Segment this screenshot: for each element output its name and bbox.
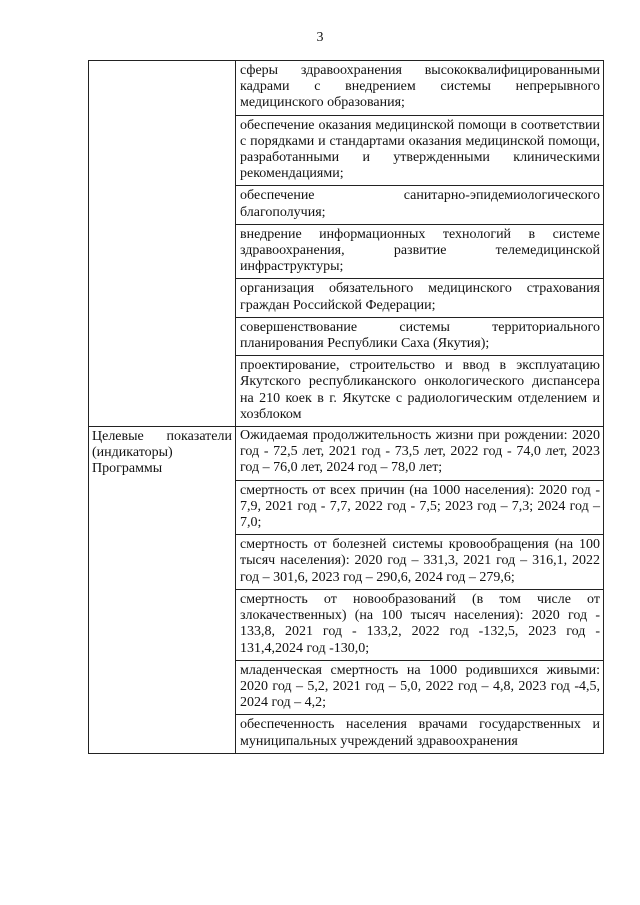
- task-paragraph: совершенствование системы территориального планирования Республики Саха (Якутия);: [236, 318, 603, 356]
- table-row: [89, 61, 604, 427]
- task-paragraph: обеспечение оказания медицинской помощи в соответствии с порядками и стандартами оказания медицинской помощи, разработанными и утвержденными клиническими рекомендациями;: [236, 116, 603, 187]
- task-paragraph: проектирование, строительство и ввод в эксплуатацию Якутского республиканского онкологического диспансера на 210 коек в г. Якутске с радиологическим отделением и хозблоком: [240, 358, 600, 422]
- indicator-paragraph: младенческая смертность на 1000 родившихся живыми: 2020 год – 5,2, 2021 год – 5,0, 2022 год – 4,8, 2023 год -4,5, 2024 год – 4,2;: [236, 661, 603, 716]
- page-number: 3: [316, 30, 324, 45]
- row-content-cell: [236, 61, 604, 427]
- task-paragraph: сферы здравоохранения высококвалифицированными кадрами с внедрением системы непрерывного медицинского образования;: [236, 61, 603, 116]
- task-paragraph: обеспечение санитарно-эпидемиологического благополучия;: [236, 186, 603, 224]
- row-label: [89, 61, 235, 63]
- indicator-paragraph: смертность от новообразований (в том числе от злокачественных) (на 100 тысяч населения): 2020 год - 133,8, 2021 год - 133,2, 2022 год -132,5, 2023 год - 131,4,2024 год -130,0;: [236, 590, 603, 661]
- row-content-cell: [236, 427, 604, 754]
- program-passport-table: [88, 60, 604, 754]
- indicator-paragraph: обеспеченность населения врачами государственных и муниципальных учреждений здравоохранения: [240, 717, 600, 749]
- indicator-paragraph: смертность от всех причин (на 1000 населения): 2020 год - 7,9, 2021 год - 7,7, 2022 год - 7,5; 2023 год – 7,3; 2024 год – 7,0;: [236, 481, 603, 536]
- indicator-paragraph: смертность от болезней системы кровообращения (на 100 тысяч населения): 2020 год – 331,3, 2021 год – 316,1, 2022 год – 301,6, 2023 год – 290,6, 2024 год – 279,6;: [236, 535, 603, 590]
- task-paragraph: организация обязательного медицинского страхования граждан Российской Федерации;: [236, 279, 603, 317]
- row-label-cell: [89, 427, 236, 754]
- row-label-target-indicators: Целевые показатели (индикаторы) Программы: [92, 429, 232, 477]
- table-row: [89, 427, 604, 754]
- row-label-cell: [89, 61, 236, 427]
- task-paragraph: внедрение информационных технологий в системе здравоохранения, развитие телемедицинской инфраструктуры;: [236, 225, 603, 280]
- indicator-paragraph: Ожидаемая продолжительность жизни при рождении: 2020 год - 72,5 лет, 2021 год - 73,5 лет, 2022 год - 74,0 лет, 2023 год – 76,0 лет, 2024 год – 78,0 лет;: [236, 427, 603, 481]
